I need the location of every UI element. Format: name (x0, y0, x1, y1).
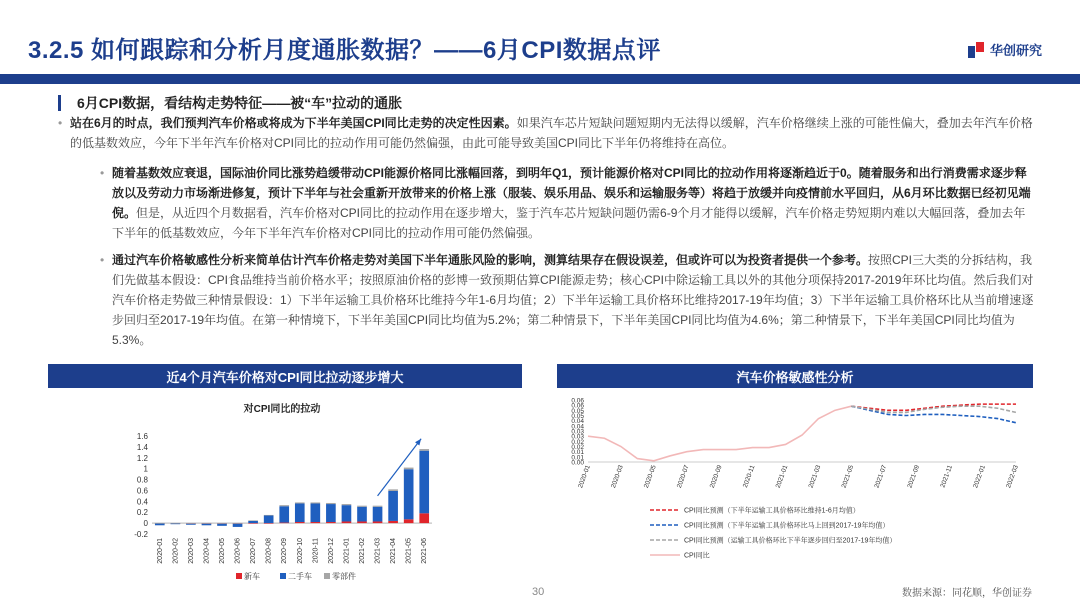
x-tick-label: 2020-06 (234, 538, 242, 564)
bar-segment (357, 521, 367, 523)
page-number: 30 (532, 586, 545, 598)
x-tick-label: 2021-06 (421, 538, 429, 564)
y-tick-label: 1.4 (136, 442, 148, 452)
bar-segment (155, 523, 165, 524)
y-tick-label: 0.03 (571, 428, 584, 436)
y-tick-label: 1.2 (136, 453, 148, 463)
chart-title: 对CPI同比的拉动 (243, 404, 321, 415)
bar-segment (217, 524, 227, 526)
bar-segment (233, 524, 243, 527)
bar-segment (388, 491, 398, 521)
bar-segment (295, 502, 305, 503)
legend-label: 零部件 (332, 572, 356, 581)
y-tick-label: 0.06 (571, 402, 584, 410)
legend-swatch (236, 573, 242, 579)
section-marker (58, 95, 61, 111)
y-tick-label: 0.2 (136, 508, 148, 518)
line-chart (560, 392, 1030, 578)
right-panel-heading: 汽车价格敏感性分析 (557, 364, 1033, 388)
x-tick-label: 2020-04 (203, 538, 211, 564)
bar-segment (311, 522, 321, 523)
bullet-dot-icon: • (100, 166, 105, 180)
bullet-2 (100, 163, 1034, 243)
legend-label: CPI同比预测（下半年运输工具价格环比马上回到2017-19年均值） (684, 522, 890, 530)
x-tick-label: 2021-03 (807, 464, 823, 490)
bar-segment (388, 489, 398, 491)
x-tick-label: 2020-01 (156, 538, 164, 564)
y-tick-label: 0.6 (136, 486, 148, 496)
left-panel-heading: 近4个月汽车价格对CPI同比拉动逐步增大 (48, 364, 522, 388)
bar-segment (342, 505, 352, 521)
y-tick-label: 0.03 (571, 433, 584, 441)
bar-segment (419, 513, 429, 523)
bar-segment (404, 469, 414, 519)
bar-segment (202, 524, 212, 526)
legend-swatch (280, 573, 286, 579)
y-tick-label: 0 (143, 519, 148, 529)
y-tick-label: 0.05 (571, 413, 584, 420)
x-tick-label: 2021-04 (390, 538, 398, 564)
y-tick-label: 0.02 (571, 438, 584, 446)
bar-segment (295, 504, 305, 523)
section-heading: 6月CPI数据，看结构走势特征——被“车”拉动的通胀 (58, 93, 402, 113)
bar-segment (373, 521, 383, 523)
bar-segment (264, 515, 274, 516)
y-tick-label: 0.8 (136, 475, 148, 485)
legend-label: CPI同比预测（运输工具价格环比下半年逐步回归至2017-19年均值） (684, 537, 897, 545)
x-tick-label: 2021-01 (343, 538, 351, 564)
bullet-dot-icon: • (58, 116, 63, 130)
brand-logo (968, 40, 1042, 59)
bar-segment (326, 504, 336, 522)
logo-text: 华创研究 (989, 43, 1042, 58)
legend-label: CPI同比预测（下半年运输工具价格环比维持1-6月均值） (684, 507, 860, 515)
bullet-1-bold: 站在6月的时点，我们预判汽车价格或将成为下半年美国CPI同比走势的决定性因素。 (70, 116, 517, 130)
bullet-1 (58, 113, 1034, 153)
x-tick-label: 2020-01 (577, 464, 592, 490)
x-tick-label: 2021-11 (939, 464, 955, 489)
x-tick-label: 2020-02 (172, 538, 180, 564)
bar-segment (295, 522, 305, 523)
y-tick-label: 0.04 (571, 418, 584, 426)
logo-icon (968, 42, 984, 58)
bar-segment (233, 523, 243, 524)
bullet-1-text: 如果汽车芯片短缺问题短期内无法得以缓解，汽车价格继续上涨的可能性偏大，叠加去年汽车价格的低基数效应，今年下半年汽车价格对CPI同比的拉动作用可能仍然偏强，由此可能导致美国CPI同比下半年仍将维持在高位。 (70, 116, 1033, 150)
x-tick-label: 2020-11 (741, 464, 757, 489)
y-tick-label: 0.01 (571, 454, 584, 462)
bar-segment (326, 522, 336, 523)
x-tick-label: 2021-03 (374, 538, 382, 564)
bullet-3-bold: 通过汽车价格敏感性分析来简单估计汽车价格走势对美国下半年通胀风险的影响，测算结果存在假设误差，但或许可以为投资者提供一个参考。 (112, 253, 869, 267)
legend-label: 新车 (244, 572, 260, 581)
trend-arrow (378, 439, 422, 496)
x-tick-label: 2020-07 (250, 538, 258, 564)
y-tick-label: 0.00 (571, 459, 584, 467)
bullet-3-text: 按照CPI三大类的分拆结构，我们先做基本假设：CPI食品维持当前价格水平；按照原油价格的彭博一致预期估算CPI能源走势；核心CPI中除运输工具以外的其他分项保持2017-2019年环比均值。然后我们对汽车价格走势做三种情景假设：1）下半年运输工具价格环比维持今年1-6月均值；2）下半年运输工具价格环比维持2017-19年均值；3）下半年运输工具价格环比从当前增速逐步回归至2017-19年均值。在第一种情境下，下半年美国CPI同比均值为5.2%；第二种情景下，下半年美国CPI同比均值为4.6%；第二种情景下，下半年美国CPI同比均值为5.3%。 (112, 253, 1034, 347)
bar-segment (186, 524, 196, 525)
y-tick-label: 0.06 (571, 397, 584, 405)
header-divider (0, 74, 1080, 84)
bar-segment (279, 505, 289, 506)
bar-segment (342, 504, 352, 505)
y-tick-label: 0.04 (571, 423, 584, 431)
x-tick-label: 2020-12 (327, 538, 335, 564)
x-tick-label: 2021-09 (906, 464, 922, 490)
bar-segment (217, 523, 227, 524)
bar-segment (357, 507, 367, 522)
bar-segment (248, 523, 258, 524)
bar-segment (357, 506, 367, 507)
bar-segment (248, 521, 258, 523)
page-title: 3.2.5 如何跟踪和分析月度通胀数据？——6月CPI数据点评 (28, 37, 661, 64)
bar-segment (404, 519, 414, 523)
bar-segment (311, 502, 321, 503)
x-tick-label: 2020-08 (265, 538, 273, 564)
y-tick-label: 0.05 (571, 407, 584, 415)
x-tick-label: 2021-05 (405, 538, 413, 564)
bar-segment (248, 520, 258, 521)
bar-segment (404, 468, 414, 470)
x-tick-label: 2021-02 (359, 538, 366, 564)
bar-segment (202, 523, 212, 524)
x-tick-label: 2022-01 (972, 464, 987, 490)
bar-segment (279, 523, 289, 524)
x-tick-label: 2021-05 (840, 464, 856, 490)
bar-segment (419, 449, 429, 451)
x-tick-label: 2021-01 (774, 464, 790, 490)
bar-segment (264, 523, 274, 524)
bar-segment (186, 523, 196, 524)
bar-segment (264, 515, 274, 523)
bullet-2-text: 但是，从近四个月数据看，汽车价格对CPI同比的拉动作用在逐步增大，鉴于汽车芯片短缺问题仍需6-9个月才能得以缓解，汽车价格走势短期内难以大幅回落，叠加去年下半年的低基数效应，今年下半年汽车价格对CPI同比的拉动作用可能仍然偏强。 (112, 206, 1026, 240)
legend-swatch (324, 573, 330, 579)
bar-segment (171, 523, 181, 524)
x-tick-label: 2020-09 (281, 538, 289, 564)
bar-segment (326, 503, 336, 504)
bar-segment (342, 521, 352, 523)
x-tick-label: 2020-07 (675, 464, 691, 490)
x-tick-label: 2022-03 (1005, 464, 1020, 490)
series-line-actual (588, 406, 851, 461)
bar-segment (388, 521, 398, 523)
legend-label: 二手车 (288, 572, 312, 581)
data-source: 数据来源：同花顺，华创证券 (902, 588, 1032, 599)
y-tick-label: -0.2 (134, 530, 148, 539)
legend-label: CPI同比 (684, 552, 710, 560)
y-tick-label: 0.02 (571, 444, 584, 451)
bar-chart (100, 396, 480, 586)
x-tick-label: 2020-11 (312, 538, 320, 564)
bullet-2-bold: 随着基数效应衰退，国际油价同比涨势趋缓带动CPI能源价格同比涨幅回落，到明年Q1，预计能源价格对CPI同比的拉动作用将逐渐趋近于0。随着服务和出行消费需求逐步释放以及劳动力市场渐进修复，预计下半年与社会重新开放带来的价格上涨（服装、娱乐用品、娱乐和运输服务等）将趋于放缓并向疫情前水平回归，从6月环比数据已经初见端倪。 (112, 166, 1031, 220)
x-tick-label: 2020-09 (708, 464, 724, 490)
bar-segment (373, 507, 383, 522)
bullet-dot-icon: • (100, 253, 105, 267)
y-tick-label: 1 (143, 464, 148, 474)
bar-segment (279, 506, 289, 522)
y-tick-label: 0.4 (136, 497, 148, 507)
bar-segment (373, 506, 383, 507)
bar-segment (311, 504, 321, 523)
trend-arrow-head (415, 439, 421, 446)
y-tick-label: 1.6 (136, 432, 148, 441)
x-tick-label: 2020-03 (187, 538, 195, 564)
x-tick-label: 2021-07 (873, 464, 889, 490)
bullet-3 (100, 250, 1034, 350)
x-tick-label: 2020-05 (642, 464, 658, 490)
x-tick-label: 2020-10 (296, 538, 304, 564)
bar-segment (419, 451, 429, 514)
x-tick-label: 2020-05 (219, 538, 226, 564)
y-tick-label: 0.01 (571, 449, 584, 457)
x-tick-label: 2020-03 (610, 464, 625, 490)
